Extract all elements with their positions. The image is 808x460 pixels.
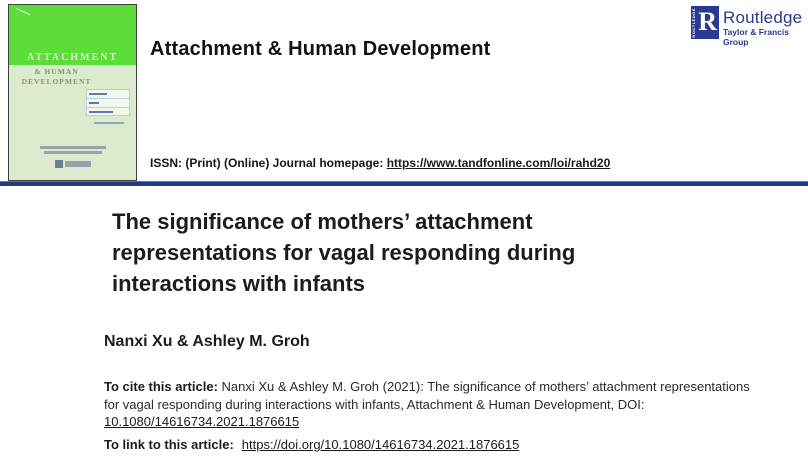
publisher-tagline: Taylor & Francis Group — [723, 27, 789, 47]
doi-url-link[interactable]: https://doi.org/10.1080/14616734.2021.1876615 — [241, 437, 520, 452]
cover-journal-title: ATTACHMENT — [26, 52, 119, 63]
routledge-logo-icon — [691, 6, 719, 39]
cover-routledge-imprint — [9, 158, 136, 170]
cover-volume-line — [87, 90, 129, 99]
publisher-name: Routledge — [723, 8, 803, 27]
routledge-logo-vertical-text: ROUTLEDGE — [691, 8, 696, 38]
publisher-text — [723, 6, 808, 47]
routledge-logo-letter: R — [698, 7, 717, 36]
cite-paragraph — [104, 378, 756, 431]
cover-journal-subtitle: & HUMAN DEVELOPMENT — [21, 67, 92, 86]
cover-spine-mark — [16, 8, 31, 16]
cover-imprint-wordmark — [65, 161, 91, 167]
cover-editor-line-2 — [44, 151, 102, 154]
cover-editor-lines — [9, 144, 136, 156]
journal-cover-thumbnail — [8, 4, 137, 181]
cover-date-line — [87, 108, 129, 117]
publisher-logo — [691, 6, 808, 47]
journal-title: Attachment & Human Development — [150, 38, 491, 60]
cite-label: To cite this article: — [104, 379, 218, 394]
header-divider-rule — [0, 181, 808, 186]
cover-issue-line — [87, 99, 129, 108]
cover-green-band — [9, 5, 136, 65]
cite-doi-link[interactable]: 10.1080/14616734.2021.1876615 — [104, 414, 300, 429]
cite-text: Nanxi Xu & Ashley M. Groh (2021): The significance of mothers’ attachment representations for vagal responding during interactions with infants, Attachment & Human Development, DOI: — [104, 379, 750, 412]
issn-homepage-line — [150, 156, 610, 170]
link-paragraph — [104, 437, 519, 452]
journal-homepage-link[interactable]: https://www.tandfonline.com/loi/rahd20 — [386, 156, 611, 170]
article-authors: Nanxi Xu & Ashley M. Groh — [104, 333, 310, 350]
cover-volume-infobox — [86, 89, 130, 116]
issn-label: ISSN: (Print) (Online) Journal homepage: — [150, 156, 384, 170]
cover-imprint-logo-icon — [55, 160, 63, 168]
cover-issn-line — [94, 122, 124, 124]
link-label: To link to this article: — [104, 437, 234, 452]
cover-editor-line-1 — [40, 146, 106, 149]
article-title: The significance of mothers’ attachment representations for vagal responding during interactions with infants — [112, 209, 576, 296]
